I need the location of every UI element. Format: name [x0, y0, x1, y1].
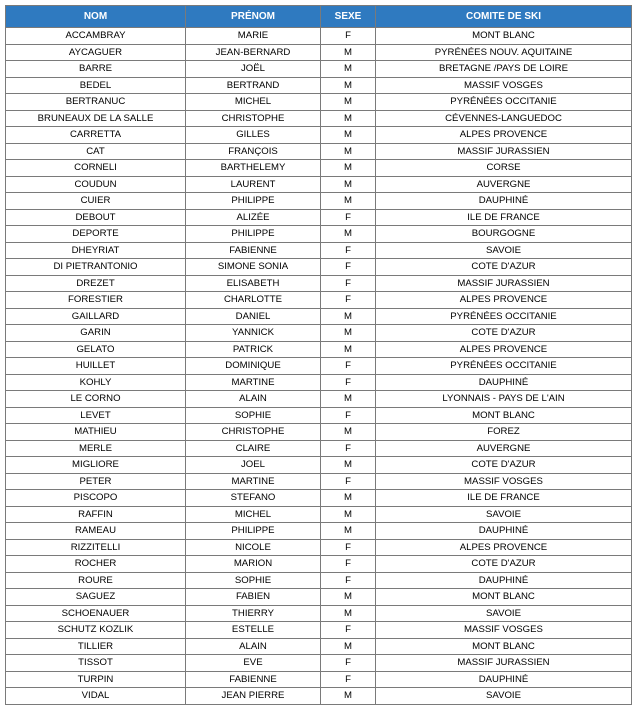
cell-sexe: M — [321, 589, 376, 606]
table-row — [6, 638, 632, 655]
table-row — [6, 605, 632, 622]
cell-nom: ROCHER — [6, 556, 186, 573]
cell-comite-de-ski: SAVOIE — [376, 506, 632, 523]
cell-nom: KOHLY — [6, 374, 186, 391]
cell-nom: ACCAMBRAY — [6, 28, 186, 45]
table-row — [6, 374, 632, 391]
cell-nom: BEDEL — [6, 77, 186, 94]
cell-comite-de-ski: MONT BLANC — [376, 589, 632, 606]
cell-prenom: FRANÇOIS — [186, 143, 321, 160]
cell-prenom: PATRICK — [186, 341, 321, 358]
cell-sexe: M — [321, 226, 376, 243]
cell-sexe: M — [321, 160, 376, 177]
cell-sexe: M — [321, 391, 376, 408]
cell-sexe: M — [321, 490, 376, 507]
cell-nom: DHEYRIAT — [6, 242, 186, 259]
cell-comite-de-ski: ILE DE FRANCE — [376, 490, 632, 507]
cell-prenom: ESTELLE — [186, 622, 321, 639]
cell-nom: PETER — [6, 473, 186, 490]
table-row — [6, 457, 632, 474]
cell-nom: DI PIETRANTONIO — [6, 259, 186, 276]
cell-sexe: F — [321, 539, 376, 556]
cell-prenom: CHRISTOPHE — [186, 110, 321, 127]
header-comite-de-ski: COMITE DE SKI — [376, 6, 632, 28]
table-row — [6, 259, 632, 276]
cell-nom: PISCOPO — [6, 490, 186, 507]
table-row — [6, 292, 632, 309]
table-row — [6, 539, 632, 556]
header-row — [6, 6, 632, 28]
cell-nom: AYCAGUER — [6, 44, 186, 61]
cell-prenom: JOEL — [186, 457, 321, 474]
table-row — [6, 655, 632, 672]
cell-nom: GAILLARD — [6, 308, 186, 325]
cell-sexe: F — [321, 671, 376, 688]
cell-sexe: M — [321, 176, 376, 193]
cell-prenom: SOPHIE — [186, 572, 321, 589]
table-row — [6, 275, 632, 292]
cell-comite-de-ski: MONT BLANC — [376, 407, 632, 424]
cell-nom: LE CORNO — [6, 391, 186, 408]
cell-comite-de-ski: COTE D'AZUR — [376, 325, 632, 342]
table-row — [6, 209, 632, 226]
cell-sexe: F — [321, 275, 376, 292]
cell-sexe: F — [321, 556, 376, 573]
table-row — [6, 440, 632, 457]
table-row — [6, 490, 632, 507]
cell-comite-de-ski: ALPES PROVENCE — [376, 539, 632, 556]
cell-comite-de-ski: MASSIF JURASSIEN — [376, 143, 632, 160]
cell-comite-de-ski: ALPES PROVENCE — [376, 127, 632, 144]
cell-prenom: BERTRAND — [186, 77, 321, 94]
table-row — [6, 61, 632, 78]
cell-nom: HUILLET — [6, 358, 186, 375]
cell-sexe: F — [321, 473, 376, 490]
cell-prenom: ELISABETH — [186, 275, 321, 292]
table-row — [6, 688, 632, 705]
cell-prenom: PHILIPPE — [186, 226, 321, 243]
cell-comite-de-ski: COTE D'AZUR — [376, 259, 632, 276]
cell-prenom: SOPHIE — [186, 407, 321, 424]
table-row — [6, 143, 632, 160]
cell-comite-de-ski: MASSIF JURASSIEN — [376, 275, 632, 292]
cell-sexe: M — [321, 127, 376, 144]
table-row — [6, 226, 632, 243]
cell-comite-de-ski: BRETAGNE /PAYS DE LOIRE — [376, 61, 632, 78]
cell-nom: DEBOUT — [6, 209, 186, 226]
cell-sexe: F — [321, 374, 376, 391]
table-row — [6, 506, 632, 523]
cell-comite-de-ski: MASSIF VOSGES — [376, 473, 632, 490]
cell-comite-de-ski: BOURGOGNE — [376, 226, 632, 243]
cell-sexe: M — [321, 110, 376, 127]
cell-prenom: MARTINE — [186, 473, 321, 490]
cell-comite-de-ski: ALPES PROVENCE — [376, 292, 632, 309]
cell-sexe: M — [321, 638, 376, 655]
cell-comite-de-ski: COTE D'AZUR — [376, 457, 632, 474]
cell-sexe: F — [321, 440, 376, 457]
cell-sexe: M — [321, 523, 376, 540]
cell-sexe: M — [321, 457, 376, 474]
cell-comite-de-ski: SAVOIE — [376, 605, 632, 622]
cell-sexe: M — [321, 143, 376, 160]
cell-nom: COUDUN — [6, 176, 186, 193]
table-row — [6, 110, 632, 127]
cell-prenom: CHARLOTTE — [186, 292, 321, 309]
cell-comite-de-ski: MASSIF VOSGES — [376, 77, 632, 94]
cell-nom: GARIN — [6, 325, 186, 342]
table-row — [6, 358, 632, 375]
cell-nom: SCHOENAUER — [6, 605, 186, 622]
cell-sexe: F — [321, 292, 376, 309]
table-row — [6, 391, 632, 408]
cell-comite-de-ski: MONT BLANC — [376, 638, 632, 655]
cell-prenom: STEFANO — [186, 490, 321, 507]
header-nom: NOM — [6, 6, 186, 28]
cell-nom: DEPORTE — [6, 226, 186, 243]
cell-comite-de-ski: LYONNAIS - PAYS DE L'AIN — [376, 391, 632, 408]
cell-sexe: F — [321, 28, 376, 45]
cell-prenom: THIERRY — [186, 605, 321, 622]
table-row — [6, 424, 632, 441]
cell-prenom: SIMONE SONIA — [186, 259, 321, 276]
cell-prenom: CLAIRE — [186, 440, 321, 457]
cell-prenom: CHRISTOPHE — [186, 424, 321, 441]
table-row — [6, 572, 632, 589]
cell-prenom: LAURENT — [186, 176, 321, 193]
cell-nom: BARRE — [6, 61, 186, 78]
members-table — [5, 5, 632, 705]
cell-prenom: GILLES — [186, 127, 321, 144]
cell-prenom: YANNICK — [186, 325, 321, 342]
cell-comite-de-ski: FOREZ — [376, 424, 632, 441]
cell-comite-de-ski: DAUPHINÉ — [376, 193, 632, 210]
cell-sexe: M — [321, 424, 376, 441]
cell-prenom: PHILIPPE — [186, 523, 321, 540]
cell-sexe: M — [321, 193, 376, 210]
cell-nom: DREZET — [6, 275, 186, 292]
cell-nom: FORESTIER — [6, 292, 186, 309]
cell-comite-de-ski: ILE DE FRANCE — [376, 209, 632, 226]
table-row — [6, 94, 632, 111]
cell-nom: MERLE — [6, 440, 186, 457]
cell-prenom: FABIENNE — [186, 242, 321, 259]
cell-comite-de-ski: CÉVENNES-LANGUEDOC — [376, 110, 632, 127]
cell-prenom: DANIEL — [186, 308, 321, 325]
cell-prenom: ALAIN — [186, 391, 321, 408]
cell-prenom: MICHEL — [186, 94, 321, 111]
cell-nom: TURPIN — [6, 671, 186, 688]
cell-sexe: M — [321, 688, 376, 705]
table-row — [6, 242, 632, 259]
cell-comite-de-ski: DAUPHINÉ — [376, 523, 632, 540]
cell-prenom: ALAIN — [186, 638, 321, 655]
cell-prenom: MARION — [186, 556, 321, 573]
cell-sexe: M — [321, 61, 376, 78]
cell-comite-de-ski: DAUPHINÉ — [376, 572, 632, 589]
cell-comite-de-ski: MONT BLANC — [376, 28, 632, 45]
cell-sexe: M — [321, 94, 376, 111]
cell-prenom: BARTHELEMY — [186, 160, 321, 177]
cell-nom: RAFFIN — [6, 506, 186, 523]
cell-sexe: M — [321, 308, 376, 325]
table-row — [6, 308, 632, 325]
table-row — [6, 160, 632, 177]
cell-comite-de-ski: CORSE — [376, 160, 632, 177]
cell-prenom: PHILIPPE — [186, 193, 321, 210]
cell-prenom: FABIEN — [186, 589, 321, 606]
cell-sexe: M — [321, 605, 376, 622]
table-row — [6, 407, 632, 424]
cell-nom: CAT — [6, 143, 186, 160]
table-row — [6, 77, 632, 94]
cell-nom: LEVET — [6, 407, 186, 424]
cell-sexe: M — [321, 325, 376, 342]
cell-sexe: F — [321, 358, 376, 375]
cell-sexe: M — [321, 506, 376, 523]
cell-sexe: M — [321, 77, 376, 94]
cell-nom: GELATO — [6, 341, 186, 358]
cell-comite-de-ski: PYRÉNÉES OCCITANIE — [376, 358, 632, 375]
table-row — [6, 193, 632, 210]
cell-comite-de-ski: DAUPHINÉ — [376, 671, 632, 688]
cell-nom: RIZZITELLI — [6, 539, 186, 556]
cell-comite-de-ski: MASSIF JURASSIEN — [376, 655, 632, 672]
cell-prenom: MARIE — [186, 28, 321, 45]
cell-comite-de-ski: SAVOIE — [376, 242, 632, 259]
cell-comite-de-ski: PYRÉNÉES OCCITANIE — [376, 94, 632, 111]
cell-prenom: MARTINE — [186, 374, 321, 391]
cell-nom: MIGLIORE — [6, 457, 186, 474]
cell-sexe: M — [321, 341, 376, 358]
cell-prenom: DOMINIQUE — [186, 358, 321, 375]
cell-nom: BERTRANUC — [6, 94, 186, 111]
cell-comite-de-ski: MASSIF VOSGES — [376, 622, 632, 639]
table-row — [6, 127, 632, 144]
table-row — [6, 176, 632, 193]
cell-nom: SAGUEZ — [6, 589, 186, 606]
cell-nom: CUIER — [6, 193, 186, 210]
table-row — [6, 44, 632, 61]
cell-prenom: MICHEL — [186, 506, 321, 523]
cell-sexe: F — [321, 242, 376, 259]
table-row — [6, 341, 632, 358]
cell-nom: CARRETTA — [6, 127, 186, 144]
cell-sexe: F — [321, 259, 376, 276]
cell-prenom: FABIENNE — [186, 671, 321, 688]
cell-sexe: F — [321, 407, 376, 424]
cell-prenom: EVE — [186, 655, 321, 672]
table-row — [6, 28, 632, 45]
cell-nom: VIDAL — [6, 688, 186, 705]
table-row — [6, 523, 632, 540]
cell-prenom: JEAN-BERNARD — [186, 44, 321, 61]
cell-sexe: F — [321, 622, 376, 639]
cell-nom: TISSOT — [6, 655, 186, 672]
header-prenom: PRÉNOM — [186, 6, 321, 28]
cell-nom: SCHUTZ KOZLIK — [6, 622, 186, 639]
cell-sexe: F — [321, 209, 376, 226]
cell-sexe: M — [321, 44, 376, 61]
table-body — [6, 28, 632, 705]
cell-nom: TILLIER — [6, 638, 186, 655]
table-row — [6, 589, 632, 606]
cell-comite-de-ski: PYRÉNÉES NOUV. AQUITAINE — [376, 44, 632, 61]
table-row — [6, 671, 632, 688]
cell-sexe: F — [321, 655, 376, 672]
table-row — [6, 556, 632, 573]
cell-nom: RAMEAU — [6, 523, 186, 540]
cell-prenom: JEAN PIERRE — [186, 688, 321, 705]
cell-prenom: JOËL — [186, 61, 321, 78]
cell-sexe: F — [321, 572, 376, 589]
cell-comite-de-ski: AUVERGNE — [376, 176, 632, 193]
cell-comite-de-ski: ALPES PROVENCE — [376, 341, 632, 358]
cell-prenom: NICOLE — [186, 539, 321, 556]
header-sexe: SEXE — [321, 6, 376, 28]
cell-nom: CORNELI — [6, 160, 186, 177]
cell-nom: BRUNEAUX DE LA SALLE — [6, 110, 186, 127]
cell-comite-de-ski: DAUPHINÉ — [376, 374, 632, 391]
table-row — [6, 325, 632, 342]
cell-comite-de-ski: PYRÉNÉES OCCITANIE — [376, 308, 632, 325]
cell-comite-de-ski: SAVOIE — [376, 688, 632, 705]
cell-comite-de-ski: COTE D'AZUR — [376, 556, 632, 573]
cell-comite-de-ski: AUVERGNE — [376, 440, 632, 457]
table-row — [6, 622, 632, 639]
table-row — [6, 473, 632, 490]
cell-prenom: ALIZÉE — [186, 209, 321, 226]
cell-nom: ROURE — [6, 572, 186, 589]
cell-nom: MATHIEU — [6, 424, 186, 441]
